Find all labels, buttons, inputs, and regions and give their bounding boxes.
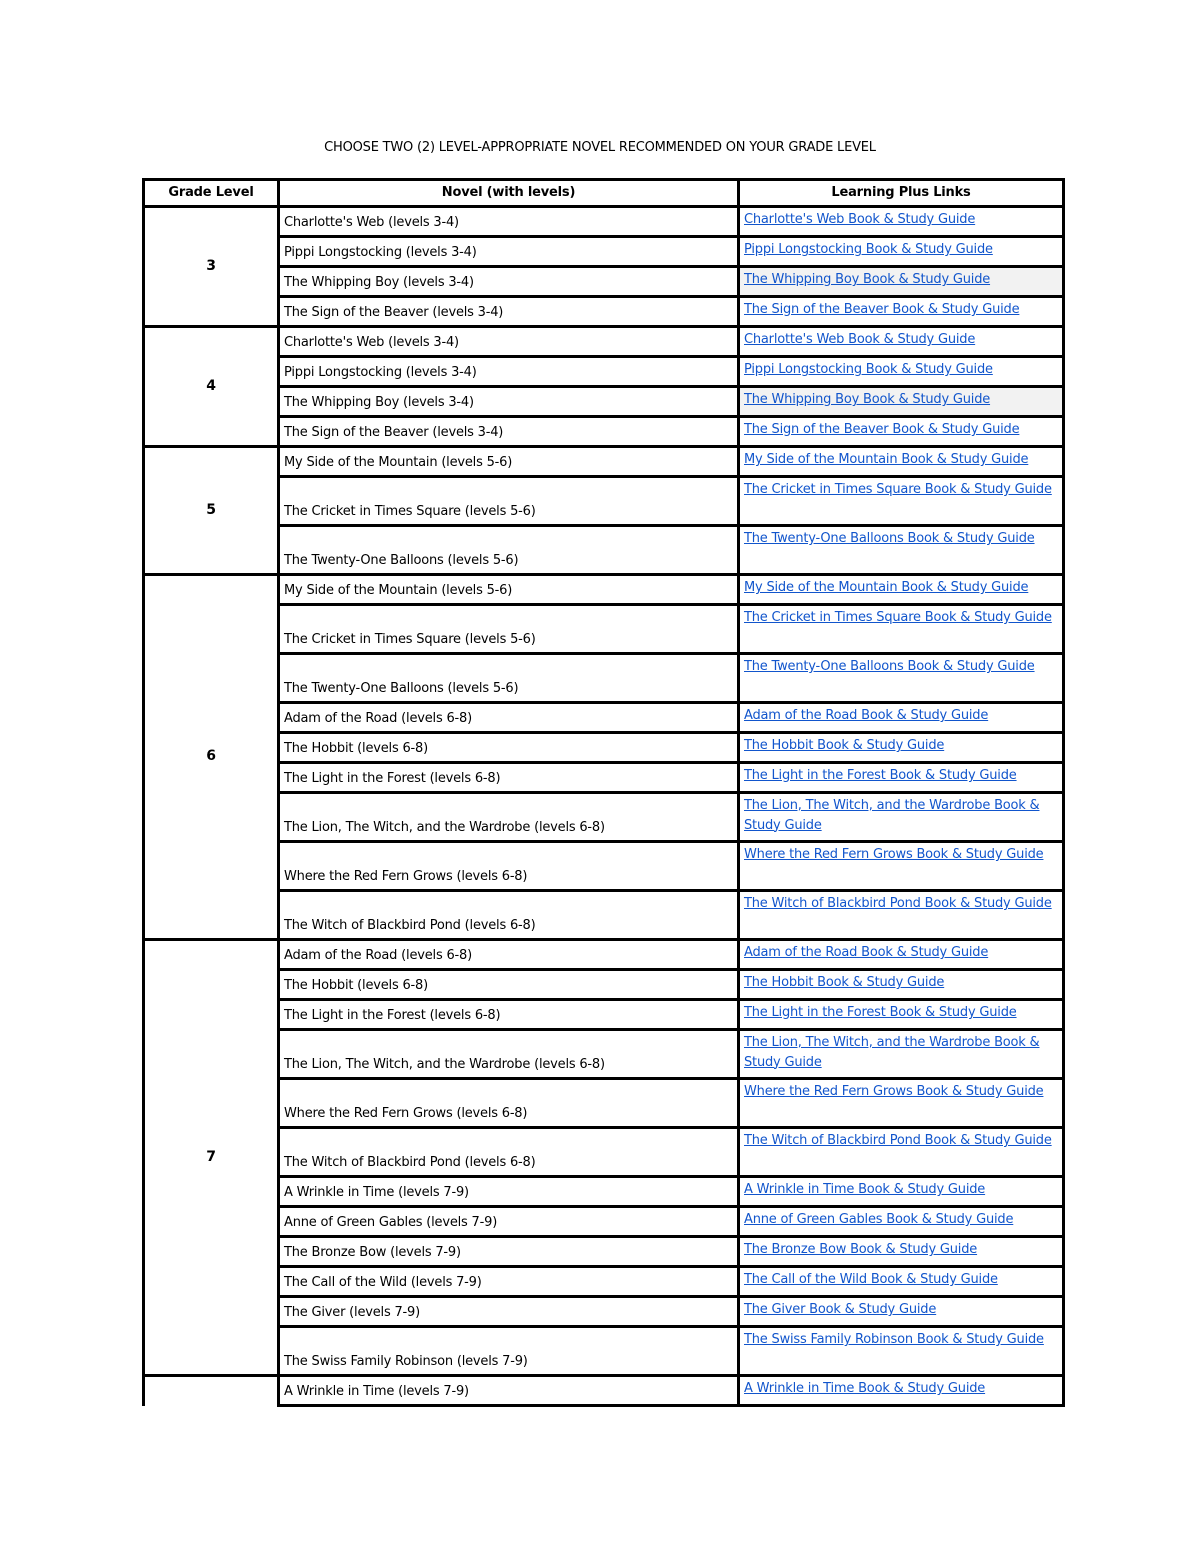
table-row xyxy=(144,1327,1064,1376)
novel-cell: The Sign of the Beaver (levels 3-4) xyxy=(279,417,739,447)
study-guide-link[interactable]: The Bronze Bow Book & Study Guide xyxy=(744,1242,978,1257)
table-row xyxy=(144,703,1064,733)
link-cell xyxy=(739,1177,1064,1207)
study-guide-link[interactable]: My Side of the Mountain Book & Study Guide xyxy=(744,452,1029,467)
novel-cell: Anne of Green Gables (levels 7-9) xyxy=(279,1207,739,1237)
novel-cell: The Whipping Boy (levels 3-4) xyxy=(279,387,739,417)
novel-cell: The Hobbit (levels 6-8) xyxy=(279,733,739,763)
study-guide-link[interactable]: The Call of the Wild Book & Study Guide xyxy=(744,1272,998,1287)
link-cell xyxy=(739,1297,1064,1327)
study-guide-link[interactable]: The Witch of Blackbird Pond Book & Study Guide xyxy=(744,896,1052,911)
study-guide-link[interactable]: My Side of the Mountain Book & Study Guide xyxy=(744,580,1029,595)
grade-level-cell: 4 xyxy=(144,327,279,447)
link-cell xyxy=(739,891,1064,940)
table-row xyxy=(144,267,1064,297)
table-row xyxy=(144,447,1064,477)
link-cell xyxy=(739,1327,1064,1376)
study-guide-link[interactable]: Anne of Green Gables Book & Study Guide xyxy=(744,1212,1014,1227)
novel-cell: The Light in the Forest (levels 6-8) xyxy=(279,1000,739,1030)
table-row xyxy=(144,207,1064,237)
link-cell xyxy=(739,1267,1064,1297)
link-cell xyxy=(739,793,1064,842)
table-row xyxy=(144,1128,1064,1177)
novel-cell: Charlotte's Web (levels 3-4) xyxy=(279,207,739,237)
table-row xyxy=(144,1376,1064,1406)
table-row xyxy=(144,605,1064,654)
link-cell xyxy=(739,1207,1064,1237)
study-guide-link[interactable]: The Cricket in Times Square Book & Study Guide xyxy=(744,482,1052,497)
link-cell xyxy=(739,207,1064,237)
link-cell xyxy=(739,297,1064,327)
link-cell xyxy=(739,763,1064,793)
table-row xyxy=(144,1267,1064,1297)
link-cell xyxy=(739,477,1064,526)
grade-level-cell xyxy=(144,1376,279,1406)
study-guide-link[interactable]: The Lion, The Witch, and the Wardrobe Book & Study Guide xyxy=(744,798,1040,833)
novel-cell: The Swiss Family Robinson (levels 7-9) xyxy=(279,1327,739,1376)
study-guide-link[interactable]: The Light in the Forest Book & Study Guide xyxy=(744,768,1017,783)
study-guide-link[interactable]: A Wrinkle in Time Book & Study Guide xyxy=(744,1182,986,1197)
study-guide-link[interactable]: The Sign of the Beaver Book & Study Guide xyxy=(744,302,1020,317)
study-guide-link[interactable]: Charlotte's Web Book & Study Guide xyxy=(744,212,976,227)
table-row xyxy=(144,940,1064,970)
link-cell xyxy=(739,1000,1064,1030)
link-cell xyxy=(739,1030,1064,1079)
study-guide-link[interactable]: The Hobbit Book & Study Guide xyxy=(744,975,945,990)
link-cell xyxy=(739,575,1064,605)
novel-cell: The Twenty-One Balloons (levels 5-6) xyxy=(279,654,739,703)
table-row xyxy=(144,763,1064,793)
link-cell xyxy=(739,237,1064,267)
study-guide-link[interactable]: Adam of the Road Book & Study Guide xyxy=(744,945,989,960)
novel-cell: A Wrinkle in Time (levels 7-9) xyxy=(279,1376,739,1406)
table-row xyxy=(144,793,1064,842)
link-cell xyxy=(739,526,1064,575)
link-cell xyxy=(739,267,1064,297)
novel-cell: The Twenty-One Balloons (levels 5-6) xyxy=(279,526,739,575)
novel-cell: The Witch of Blackbird Pond (levels 6-8) xyxy=(279,891,739,940)
grade-level-cell: 6 xyxy=(144,575,279,940)
link-cell xyxy=(739,417,1064,447)
study-guide-link[interactable]: The Hobbit Book & Study Guide xyxy=(744,738,945,753)
header-novel: Novel (with levels) xyxy=(279,180,739,207)
link-cell xyxy=(739,733,1064,763)
table-row xyxy=(144,654,1064,703)
novel-cell: The Cricket in Times Square (levels 5-6) xyxy=(279,605,739,654)
grade-level-cell: 3 xyxy=(144,207,279,327)
novel-table xyxy=(142,178,1065,1407)
study-guide-link[interactable]: Charlotte's Web Book & Study Guide xyxy=(744,332,976,347)
novel-cell: The Whipping Boy (levels 3-4) xyxy=(279,267,739,297)
table-row xyxy=(144,1297,1064,1327)
study-guide-link[interactable]: The Twenty-One Balloons Book & Study Guide xyxy=(744,659,1035,674)
novel-cell: The Cricket in Times Square (levels 5-6) xyxy=(279,477,739,526)
novel-cell: The Sign of the Beaver (levels 3-4) xyxy=(279,297,739,327)
header-grade-level: Grade Level xyxy=(144,180,279,207)
link-cell xyxy=(739,327,1064,357)
link-cell xyxy=(739,605,1064,654)
table-row xyxy=(144,357,1064,387)
link-cell xyxy=(739,940,1064,970)
novel-cell: The Call of the Wild (levels 7-9) xyxy=(279,1267,739,1297)
table-row xyxy=(144,842,1064,891)
study-guide-link[interactable]: The Cricket in Times Square Book & Study Guide xyxy=(744,610,1052,625)
study-guide-link[interactable]: Where the Red Fern Grows Book & Study Guide xyxy=(744,1084,1044,1099)
novel-cell: The Lion, The Witch, and the Wardrobe (levels 6-8) xyxy=(279,793,739,842)
link-cell xyxy=(739,1079,1064,1128)
link-cell xyxy=(739,842,1064,891)
link-cell xyxy=(739,654,1064,703)
link-cell xyxy=(739,970,1064,1000)
table-row xyxy=(144,891,1064,940)
novel-cell: The Witch of Blackbird Pond (levels 6-8) xyxy=(279,1128,739,1177)
novel-cell: My Side of the Mountain (levels 5-6) xyxy=(279,575,739,605)
table-row xyxy=(144,733,1064,763)
table-row xyxy=(144,327,1064,357)
study-guide-link[interactable]: The Light in the Forest Book & Study Guide xyxy=(744,1005,1017,1020)
novel-cell: The Hobbit (levels 6-8) xyxy=(279,970,739,1000)
novel-cell: The Lion, The Witch, and the Wardrobe (levels 6-8) xyxy=(279,1030,739,1079)
link-cell xyxy=(739,357,1064,387)
novel-cell: Charlotte's Web (levels 3-4) xyxy=(279,327,739,357)
study-guide-link[interactable]: Pippi Longstocking Book & Study Guide xyxy=(744,242,993,257)
study-guide-link[interactable]: Where the Red Fern Grows Book & Study Guide xyxy=(744,847,1044,862)
table-row xyxy=(144,417,1064,447)
study-guide-link[interactable]: Adam of the Road Book & Study Guide xyxy=(744,708,989,723)
table-row xyxy=(144,575,1064,605)
novel-cell: The Giver (levels 7-9) xyxy=(279,1297,739,1327)
table-row xyxy=(144,1079,1064,1128)
table-header-row xyxy=(144,180,1064,207)
novel-cell: Where the Red Fern Grows (levels 6-8) xyxy=(279,842,739,891)
link-cell xyxy=(739,1237,1064,1267)
novel-cell: The Light in the Forest (levels 6-8) xyxy=(279,763,739,793)
table-row xyxy=(144,477,1064,526)
table-row xyxy=(144,1000,1064,1030)
novel-cell: The Bronze Bow (levels 7-9) xyxy=(279,1237,739,1267)
link-cell xyxy=(739,387,1064,417)
table-body xyxy=(144,207,1064,1406)
table-row xyxy=(144,970,1064,1000)
novel-cell: Adam of the Road (levels 6-8) xyxy=(279,703,739,733)
link-cell xyxy=(739,703,1064,733)
table-row xyxy=(144,1030,1064,1079)
link-cell xyxy=(739,1128,1064,1177)
table-row xyxy=(144,237,1064,267)
table-row xyxy=(144,1177,1064,1207)
table-row xyxy=(144,1207,1064,1237)
table-row xyxy=(144,387,1064,417)
novel-cell: Where the Red Fern Grows (levels 6-8) xyxy=(279,1079,739,1128)
study-guide-link[interactable]: Pippi Longstocking Book & Study Guide xyxy=(744,362,993,377)
novel-cell: Pippi Longstocking (levels 3-4) xyxy=(279,237,739,267)
study-guide-link[interactable]: The Giver Book & Study Guide xyxy=(744,1302,937,1317)
table-row xyxy=(144,526,1064,575)
study-guide-link[interactable]: The Witch of Blackbird Pond Book & Study Guide xyxy=(744,1133,1052,1148)
study-guide-link[interactable]: The Whipping Boy Book & Study Guide xyxy=(744,272,991,287)
grade-level-cell: 7 xyxy=(144,940,279,1376)
link-cell xyxy=(739,1376,1064,1406)
novel-cell: Pippi Longstocking (levels 3-4) xyxy=(279,357,739,387)
link-cell xyxy=(739,447,1064,477)
novel-cell: Adam of the Road (levels 6-8) xyxy=(279,940,739,970)
study-guide-link[interactable]: The Twenty-One Balloons Book & Study Guide xyxy=(744,531,1035,546)
study-guide-link[interactable]: The Sign of the Beaver Book & Study Guide xyxy=(744,422,1020,437)
novel-cell: My Side of the Mountain (levels 5-6) xyxy=(279,447,739,477)
study-guide-link[interactable]: A Wrinkle in Time Book & Study Guide xyxy=(744,1381,986,1396)
novel-cell: A Wrinkle in Time (levels 7-9) xyxy=(279,1177,739,1207)
table-row xyxy=(144,1237,1064,1267)
header-links: Learning Plus Links xyxy=(739,180,1064,207)
study-guide-link[interactable]: The Swiss Family Robinson Book & Study Guide xyxy=(744,1332,1044,1347)
study-guide-link[interactable]: The Lion, The Witch, and the Wardrobe Book & Study Guide xyxy=(744,1035,1040,1070)
page-title: CHOOSE TWO (2) LEVEL-APPROPRIATE NOVEL RECOMMENDED ON YOUR GRADE LEVEL xyxy=(324,140,876,155)
table-row xyxy=(144,297,1064,327)
grade-level-cell: 5 xyxy=(144,447,279,575)
study-guide-link[interactable]: The Whipping Boy Book & Study Guide xyxy=(744,392,991,407)
